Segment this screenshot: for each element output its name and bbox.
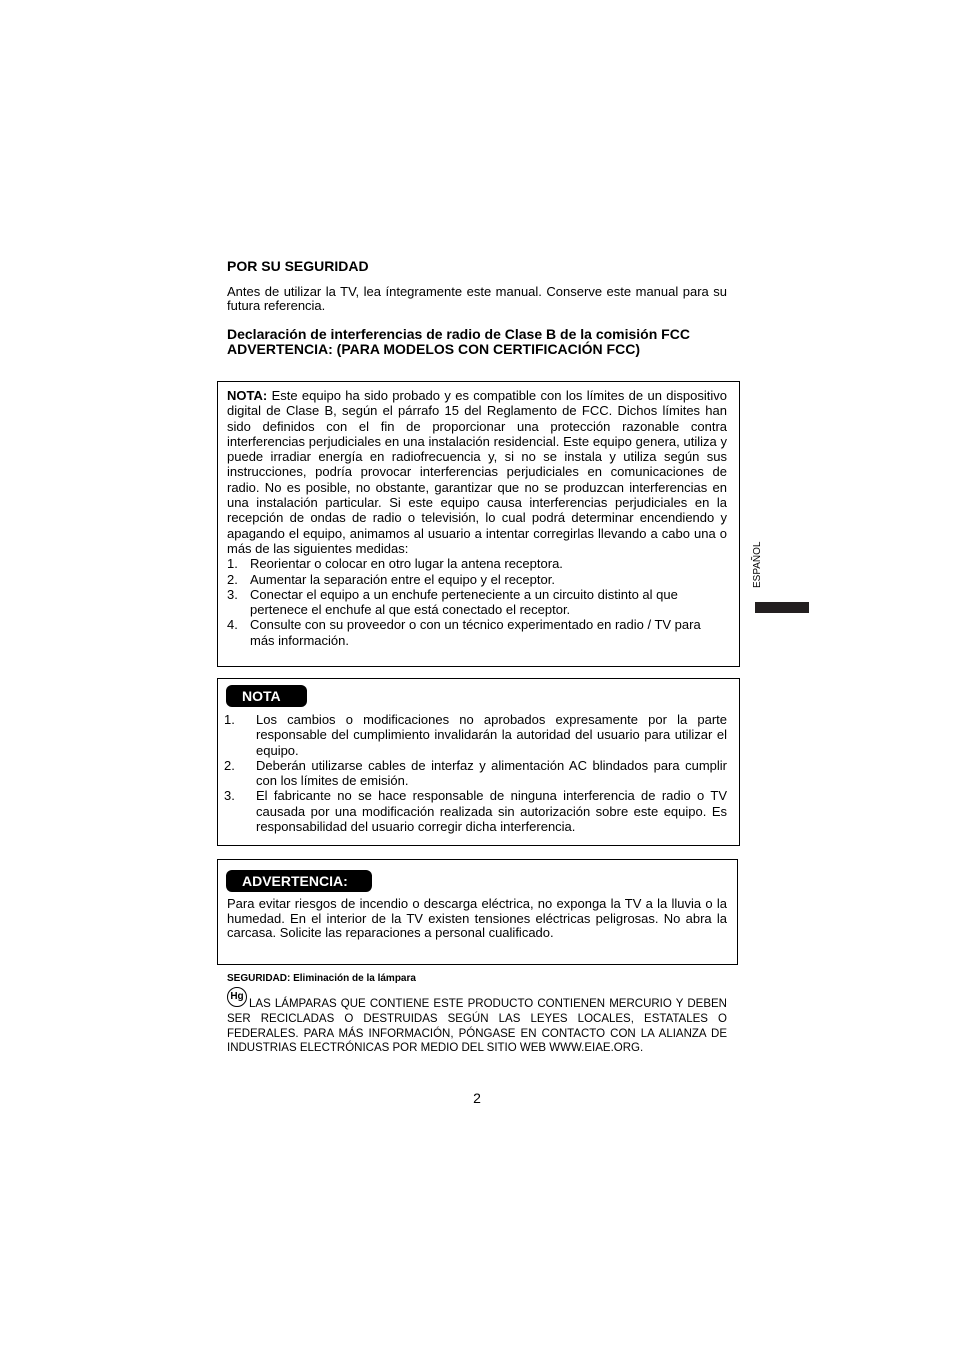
- list-item: [227, 587, 727, 618]
- list-number: 3.: [227, 586, 238, 602]
- lamp-section-title: SEGURIDAD: Eliminación de la lámpara: [227, 973, 416, 984]
- list-text: Reorientar o colocar en otro lugar la antena receptora.: [250, 556, 563, 572]
- advertencia-box: [217, 859, 738, 965]
- mercury-hg-icon: Hg: [227, 987, 247, 1007]
- list-text: Conectar el equipo a un enchufe perteneciente a un circuito distinto al que pertenece el enchufe al que está conectado el receptor.: [250, 586, 678, 618]
- list-text: Deberán utilizarse cables de interfaz y alimentación AC blindados para cumplir con los límites de emisión.: [256, 757, 727, 789]
- fcc-notice-box: [217, 381, 740, 667]
- nota-list: [224, 712, 727, 834]
- list-number: 1.: [227, 556, 238, 572]
- list-number: 2.: [227, 571, 238, 587]
- list-item: [224, 712, 727, 758]
- list-item: [227, 572, 727, 587]
- list-item: [224, 758, 727, 789]
- list-item: [227, 617, 727, 648]
- warning-heading: ADVERTENCIA: (PARA MODELOS CON CERTIFICACIÓN FCC): [227, 340, 640, 357]
- fcc-notice-body: Este equipo ha sido probado y es compatible con los límites de un dispositivo digital de Clase B, según el párrafo 15 del Reglamento de FCC. Dichos límites han sido definidos con el fin de proporcionar una protección razonable contra interferencias perjudiciales en una instalación residencial. Este equipo genera, utiliza y puede irradiar energía en radiofrecuencia y, si no se instala y utiliza según sus instrucciones, podría provocar interferencias perjudiciales en comunicaciones de radio. No es posible, no obstante, garantizar que no se produzcan interferencias en una instalación particular. Si este equipo causa interferencias perjudiciales en la recepción de ondas de radio o televisión, lo cual podrá determinar encendiendo y apagando el equipo, animamos al usuario a intentar corregirlas llevando a cabo una o más de las siguientes medidas:: [227, 388, 727, 556]
- fcc-heading-block: [227, 327, 737, 356]
- list-item: [224, 788, 727, 834]
- language-tab-label: ESPAÑOL: [752, 541, 763, 588]
- list-text: El fabricante no se hace responsable de ninguna interferencia de radio o TV causada por una modificación realizada sin autorización sobre este equipo. Es responsabilidad del usuario corregir dicha interferencia.: [256, 788, 727, 835]
- fcc-heading: Declaración de interferencias de radio de Clase B de la comisión FCC: [227, 326, 690, 342]
- language-tab-bar: [755, 602, 809, 613]
- list-text: Los cambios o modificaciones no aprobados expresamente por la parte responsable del cumplimiento invalidarán la autoridad del usuario para utilizar el equipo.: [256, 712, 727, 758]
- list-number: 1.: [224, 712, 235, 727]
- fcc-notice-text: [227, 388, 727, 556]
- nota-label: NOTA:: [227, 388, 268, 403]
- list-number: 4.: [227, 617, 238, 633]
- fcc-measures-list: [227, 556, 727, 648]
- page-number: 2: [473, 1090, 481, 1106]
- list-number: 3.: [224, 788, 235, 804]
- nota-box: [217, 678, 740, 846]
- page-title: POR SU SEGURIDAD: [227, 258, 369, 274]
- advertencia-text: Para evitar riesgos de incendio o descarga eléctrica, no exponga la TV a la lluvia o la humedad. En el interior de la TV existen tensiones eléctricas peligrosas. No abra la carcasa. Solicite las reparaciones a personal cualificado.: [227, 896, 727, 940]
- intro-paragraph: Antes de utilizar la TV, lea íntegramente este manual. Conserve este manual para su futura referencia.: [227, 284, 727, 313]
- list-text: Consulte con su proveedor o con un técnico experimentado en radio / TV para más información.: [250, 617, 701, 648]
- list-text: Aumentar la separación entre el equipo y el receptor.: [250, 571, 555, 587]
- list-item: [227, 556, 727, 571]
- list-number: 2.: [224, 757, 235, 773]
- nota-badge: NOTA: [226, 685, 307, 707]
- lamp-disposal-text: LAS LÁMPARAS QUE CONTIENE ESTE PRODUCTO CONTIENEN MERCURIO Y DEBEN SER RECICLADAS O DESTRUIDAS SEGÚN LAS LEYES LOCALES, ESTATALES O FEDERALES. PARA MÁS INFORMACIÓN, PÓNGASE EN CONTACTO CON LA ALIANZA DE INDUSTRIAS ELECTRÓNICAS POR MEDIO DEL SITIO WEB WWW.EIAE.ORG.: [227, 998, 727, 1055]
- advertencia-badge: ADVERTENCIA:: [226, 870, 372, 892]
